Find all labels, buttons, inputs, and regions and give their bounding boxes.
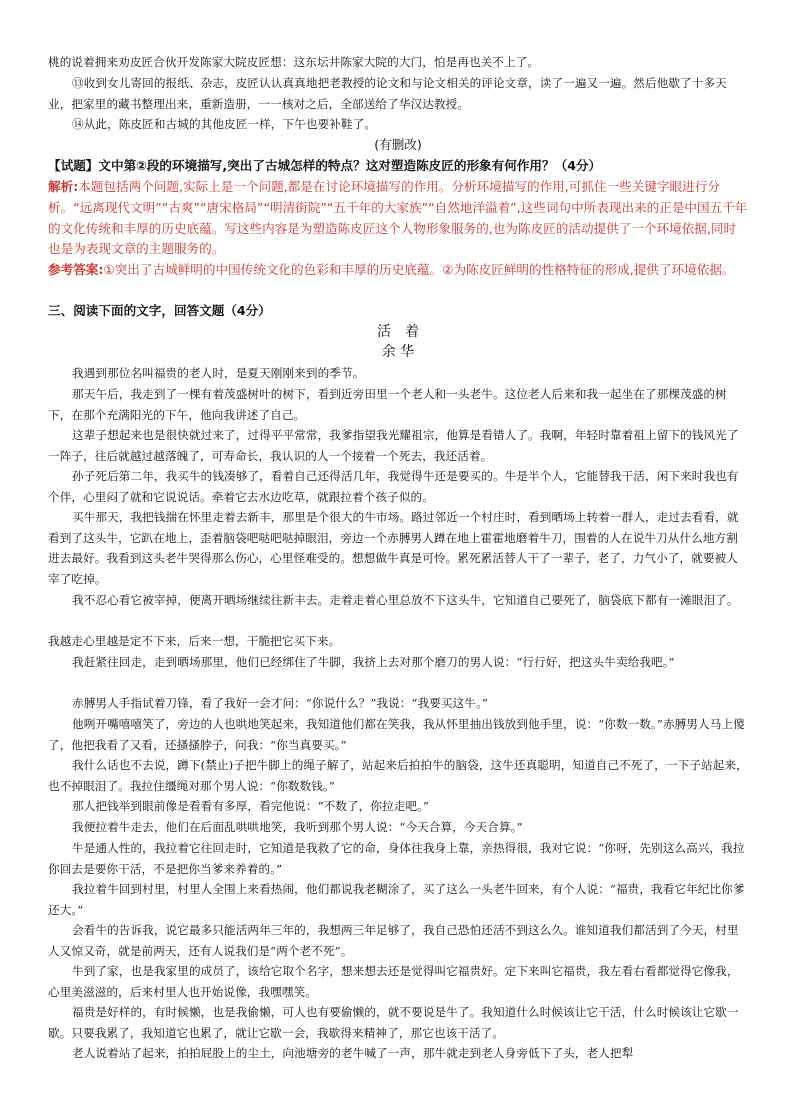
analysis-text: 本题包括两个问题,实际上是一个问题,都是在讨论环境描写的作用。分析环境描写的作用,可抓住一些关键字眼进行分析。“远离现代文明”“古爽”“唐宋格局”“明清街院”“五千年的大家族”“自然地洋溢着”,这些词句中所表现出来的正是中国五千年的文化传统和丰厚的历史底蕴。写这些内容是为塑造陈皮匠这个人物形象服务的,也为陈皮匠的活动提供了一个环境依据,同时也是为表现文章的主题服务的。	[48, 179, 748, 257]
story-paragraph-11: 我什么话也不去说，蹲下(禁止)子把牛脚上的绳子解了，站起来后拍拍牛的脑袋，这牛还真聪明，知道自己不死了，一下子站起来，也不掉眼泪了。我拉住缰绳对那个男人说：“你数数钱。”	[48, 758, 748, 793]
reference-answer	[48, 260, 748, 281]
passage-line-continued: 桃的说着拥来劝皮匠合伙开发陈家大院皮匠想：这东坛井陈家大院的大门，怕是再也关不上了。	[48, 55, 540, 69]
story-paragraph-15: 我拉着牛回到村里，村里人全围上来看热闹，他们都说我老糊涂了，买了这么一头老牛回来，有个人说：“福贵，我看它年纪比你爹还大。”	[48, 882, 745, 917]
story-paragraph-10: 他咧开嘴嘻嘻笑了，旁边的人也哄地笑起来，我知道他们都在笑我，我从怀里抽出钱放到他手里，说：“你数一数。”赤膊男人马上傻了，他把我看了又看，还搔搔脖子，问我：“你当真要买。”	[48, 717, 745, 752]
story-paragraph-2: 那天午后，我走到了一棵有着茂盛树叶的树下，看到近旁田里一个老人和一头老牛。这位老人后来和我一起坐在了那棵茂盛的树下，在那个充满阳光的下午，他向我讲述了自己。	[48, 387, 727, 422]
analysis	[48, 177, 748, 260]
story-paragraph-17: 牛到了家，也是我家里的成员了，该给它取个名字，想来想去还是觉得叫它福贵好。定下来叫它福贵，我左看右看都觉得它像我，心里美滋滋的，后来村里人也开始说像，我嘿嘿笑。	[48, 964, 739, 999]
story-paragraph-18: 福贵是好样的，有时候懒，也是我偷懒，可人也有要偷懒的，就不要说是牛了。我知道什么时候该让它干活，什么时候该让它歇一歇。只要我累了，我知道它也累了，就让它歇一会，我歇得来精神了，那它也该干活了。	[48, 1005, 739, 1040]
analysis-label: 解析:	[48, 179, 79, 194]
passage-paragraph-13: ⑬收到女儿寄回的报纸、杂志，皮匠认认真真地把老教授的论文和与论文相关的评论文章，读了一遍又一遍。然后他歇了十多天业，把家里的藏书整理出来，重新造册，一一核对之后，全部送给了华汉达教授。	[48, 76, 727, 111]
story-paragraph-9: 赤膊男人手指试着刀锋，看了我好一会才问：“你说什么？”我说：“我要买这牛。”	[72, 696, 488, 710]
story-paragraph-14: 牛是通人性的，我拉着它往回走时，它知道是我救了它的命，身体往我身上靠，亲热得很，我对它说：“你呀，先别这么高兴，我拉你回去是要你干活，不是把你当爹来养着的。”	[48, 841, 745, 876]
answer-label: 参考答案:	[48, 262, 104, 277]
question	[48, 156, 748, 177]
story-paragraph-13: 我便拉着牛走去，他们在后面乱哄哄地笑，我听到那个男人说：“今天合算，今天合算。”	[72, 820, 523, 834]
answer-text: ①突出了古城鲜明的中国传统文化的色彩和丰厚的历史底蕴。②为陈皮匠鲜明的性格特征的形成,提供了环境依据。	[103, 262, 735, 277]
story-paragraph-1: 我遇到那位名叫福贵的老人时，是夏天刚刚来到的季节。	[72, 366, 365, 380]
story-author: 余 华	[381, 344, 415, 360]
story-paragraph-5: 买牛那天，我把钱揣在怀里走着去新丰，那里是个很大的牛市场。路过邻近一个村庄时，看到晒场上转着一群人，走过去看看，就看到了这头牛，它趴在地上，歪着脑袋吧哒吧哒掉眼泪，旁边一个赤膊男人蹲在地上霍霍地磨着牛刀，围着的人在说牛刀从什么地方割进去最好。我看到这头老牛哭得那么伤心，心里怪难受的。想想做牛真是可怜。累死累活替人干了一辈子，老了，力气小了，就要被人宰了吃掉。	[48, 510, 739, 586]
question-label: 【试题】	[48, 158, 99, 173]
edited-note: (有删改)	[374, 137, 422, 152]
story-paragraph-3: 这辈子想起来也是很快就过来了，过得平平常常，我爹指望我光耀祖宗，他算是看错人了。我啊，年轻时靠着祖上留下的钱风光了一阵子，往后就越过越落魄了，可寿命长，我认识的人一个接着一个死去，我还活着。	[48, 428, 739, 463]
passage-paragraph-14: ⑭从此，陈皮匠和古城的其他皮匠一样，下午也要补鞋了。	[72, 117, 377, 131]
question-text: 文中第②段的环境描写,突出了古城怎样的特点？这对塑造陈皮匠的形象有何作用？（4分）	[98, 158, 602, 173]
story-paragraph-7: 我越走心里越是定不下来，后来一想，干脆把它买下来。	[48, 634, 341, 648]
story-paragraph-6: 我不忍心看它被宰掉，便离开晒场继续往新丰去。走着走着心里总放不下这头牛，它知道自己要死了，脑袋底下都有一滩眼泪了。	[72, 593, 739, 607]
story-paragraph-8: 我赶紧往回走，走到晒场那里，他们已经绑住了牛脚，我挤上去对那个磨刀的男人说：“行行好，把这头牛卖给我吧。”	[72, 655, 675, 669]
story-paragraph-4: 孙子死后第二年，我买牛的钱凑够了，看着自己还得活几年，我觉得牛还是要买的。牛是半个人，它能替我干活，闲下来时我也有个伴，心里闷了就和它说说话。牵着它去水边吃草，就跟拉着个孩子似的。	[48, 469, 739, 504]
story-paragraph-19: 老人说着站了起来，拍拍屁股上的尘土，向池塘旁的老牛喊了一声，那牛就走到老人身旁低下了头，老人把犁	[72, 1046, 634, 1060]
story-title: 活 着	[377, 324, 419, 340]
section-heading: 三、阅读下面的文字，回答文题（4分）	[48, 303, 271, 318]
story-paragraph-12: 那人把钱举到眼前像是看看有多厚，看完他说：“不数了，你拉走吧。”	[72, 799, 430, 813]
story-paragraph-16: 会看牛的告诉我，说它最多只能活两年三年的，我想两三年足够了，我自己恐怕还活不到这么久。谁知道我们都活到了今天，村里人又惊又奇，就是前两天，还有人说我们是“两个老不死”。	[48, 923, 739, 958]
